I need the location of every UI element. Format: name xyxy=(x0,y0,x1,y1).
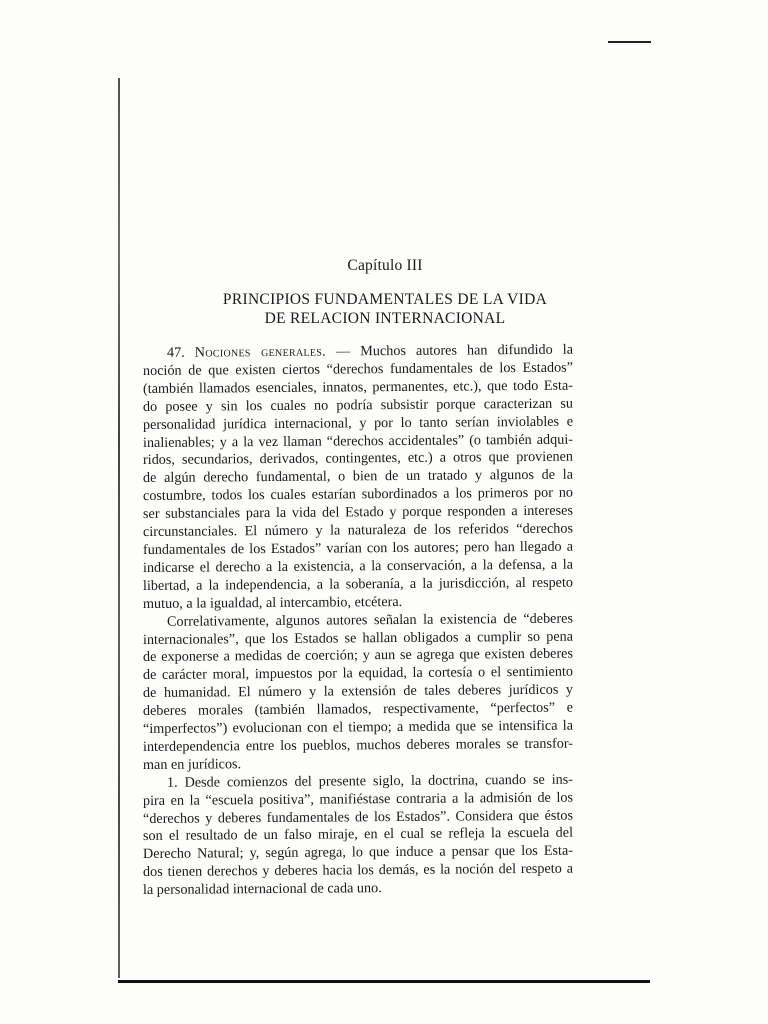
paragraph-line: pira en la “escuela positiva”, manifiéstase contraria a la admisión de los xyxy=(142,789,574,809)
paragraph-line: mutuo, a la igualdad, al intercambio, etcétera. xyxy=(142,593,403,612)
chapter-heading xyxy=(180,290,590,328)
paragraph-line: Correlativamente, algunos autores señalan la existencia de “deberes xyxy=(166,610,574,630)
body-text xyxy=(142,341,574,900)
left-binding-edge xyxy=(118,78,120,978)
paragraph-line: ser substanciales para la vida del Estado y porque responden a intereses xyxy=(142,502,574,523)
paragraph-line: 1. Desde comienzos del presente siglo, la doctrina, cuando se ins- xyxy=(166,771,574,791)
paragraph-line: de algún derecho fundamental, o bien de un tratado y algunos de la xyxy=(142,466,574,487)
paragraph-line: interdependencia entre los pueblos, muchos deberes morales se transfor- xyxy=(142,735,574,755)
paragraph-line: ridos, secundarios, derivados, contingentes, etc.) a otros que provienen xyxy=(142,449,574,469)
section-number: 47. xyxy=(166,344,185,361)
paragraph-line: costumbre, todos los cuales estarían subordinados a los primeros por no xyxy=(142,484,574,505)
paragraph-line: de humanidad. El número y la extensión de tales deberes jurídicos y xyxy=(142,681,574,702)
paragraph-line: 47. Nociones generales. — Muchos autores han difundido la xyxy=(166,341,574,361)
paragraph-line: deberes morales (también llamados, respectivamente, “perfectos” e xyxy=(142,699,574,720)
paragraph-line: Derecho Natural; y, según agrega, lo que induce a pensar que los Esta- xyxy=(142,842,574,863)
paragraph-line: circunstanciales. El número y la naturaleza de los referidos “derechos xyxy=(142,520,574,541)
paragraph-line: personalidad jurídica internacional, y por lo tanto serían inviolables e xyxy=(142,413,574,433)
paragraph-line: man en jurídicos. xyxy=(142,756,242,773)
paragraph-line: son el resultado de un falso miraje, en el cual se refleja la escuela del xyxy=(142,825,574,845)
paragraph-line: (también llamados esenciales, innatos, permanentes, etc.), que todo Esta- xyxy=(142,377,574,397)
paragraph-line: la personalidad internacional de cada uno. xyxy=(142,880,382,899)
paragraph-line: libertad, a la independencia, a la soberanía, a la jurisdicción, al respeto xyxy=(142,574,574,594)
top-edge-mark xyxy=(608,41,651,43)
paragraph-line: noción de que existen ciertos “derechos fundamentales de los Estados” xyxy=(142,359,574,379)
section-title: Nociones generales. xyxy=(194,343,327,361)
chapter-title: Capítulo III xyxy=(347,257,423,274)
paragraph-line: inalienables; y a la vez llaman “derechos accidentales” (o también adqui- xyxy=(142,431,574,451)
chapter-heading-line-1: PRINCIPIOS FUNDAMENTALES DE LA VIDA xyxy=(222,291,548,308)
paragraph-line: dos tienen derechos y deberes hacia los demás, es la noción del respeto a xyxy=(142,860,574,881)
bottom-edge-mark xyxy=(118,980,650,983)
chapter-heading-line-2: DE RELACION INTERNACIONAL xyxy=(264,310,506,327)
paragraph-line: “imperfectos”) evolucionan con el tiempo; a medida que se intensifica la xyxy=(142,717,574,738)
paragraph-line: de carácter moral, impuestos por la equidad, la cortesía o el sentimiento xyxy=(142,663,574,684)
paragraph-line: do posee y sin los cuales no podría subsistir porque caracterizan su xyxy=(142,395,574,415)
paragraph-line: indicarse el derecho a la existencia, a la conservación, a la defensa, a la xyxy=(142,556,574,576)
paragraph-line: fundamentales de los Estados” varían con los autores; pero han llegado a xyxy=(142,538,574,558)
paragraph-line: de exponerse a medidas de coerción; y aun se agrega que existen deberes xyxy=(142,646,574,666)
paragraph-line: internacionales”, que los Estados se hallan obligados a cumplir so pena xyxy=(142,628,574,648)
paragraph-line: “derechos y deberes fundamentales de los Estados”. Considera que éstos xyxy=(142,807,574,827)
